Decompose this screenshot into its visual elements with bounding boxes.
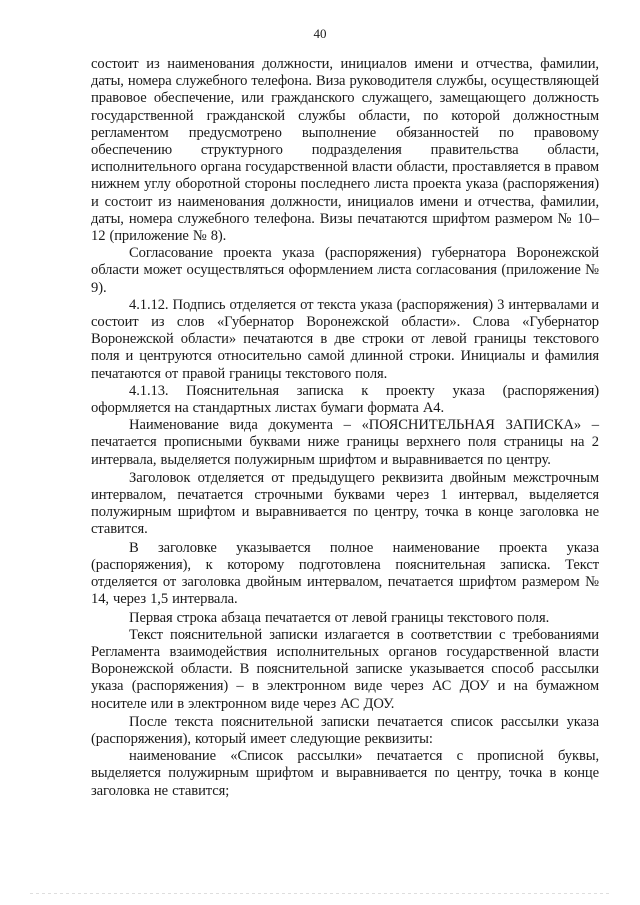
paragraph-heading-rules: Заголовок отделяется от предыдущего реквизита двойным межстрочным интервалом, печатается строчными буквами через 1 интервал, выделяется полужирным шрифтом и выравнивается по центру, точка в конце заголовка не ставится. — [91, 469, 599, 538]
paragraph-document-type-name: Наименование вида документа – «ПОЯСНИТЕЛЬНАЯ ЗАПИСКА» – печатается прописными буквами ниже границы верхнего поля страницы на 2 интервала, выделяется полужирным шрифтом и выравнивается по центру. — [91, 417, 599, 468]
paragraph-distribution-list: После текста пояснительной записки печатается список рассылки указа (распоряжения), который имеет следующие реквизиты: — [91, 713, 599, 747]
paragraph-heading-content: В заголовке указывается полное наименование проекта указа (распоряжения), к которому подготовлена пояснительная записка. Текст отделяется от заголовка двойным интервалом, печатается шрифтом размером № 14, через 1,5 интервала. — [91, 539, 599, 608]
paragraph-4-1-12-signature: 4.1.12. Подпись отделяется от текста указа (распоряжения) 3 интервалами и состоит из слов «Губернатор Воронежской области». Слова «Губернатор Воронежской области» печатаются в две строки от левой границы текстового поля и центруются относительно самой длинной строки. Инициалы и фамилия печатаются от правой границы текстового поля. — [91, 296, 599, 382]
document-body — [91, 56, 599, 800]
paragraph-first-line: Первая строка абзаца печатается от левой границы текстового поля. — [129, 609, 550, 626]
scan-edge-divider — [30, 893, 610, 894]
paragraph-visa-continuation: состоит из наименования должности, инициалов имени и отчества, фамилии, даты, номера служебного телефона. Виза руководителя службы, осуществляющей правовое обеспечение, или гражданского служащего, замещающего должность государственной гражданской службы области, по которой должностным регламентом предусмотрено выполнение обязанностей по правовому обеспечению структурного подразделения правительства области, исполнительного органа государственной власти области, проставляется в правом нижнем углу оборотной стороны последнего листа проекта указа (распоряжения) и состоит из наименования должности, инициалов имени и отчества, фамилии, даты, номера служебного телефона. Визы печатаются шрифтом размером № 10–12 (приложение № 8). — [91, 56, 599, 245]
paragraph-4-1-13-explanatory-note: 4.1.13. Пояснительная записка к проекту указа (распоряжения) оформляется на стандартных листах бумаги формата А4. — [91, 382, 599, 417]
paragraph-approval-sheet: Согласование проекта указа (распоряжения) губернатора Воронежской области может осуществляться оформлением листа согласования (приложение № 9). — [91, 245, 599, 296]
page-number: 40 — [313, 26, 327, 41]
paragraph-note-text: Текст пояснительной записки излагается в соответствии с требованиями Регламента взаимодействия исполнительных органов государственной власти Воронежской области. В пояснительной записке указывается способ рассылки указа (распоряжения) – в электронном виде через АС ДОУ и на бумажном носителе или в электронном виде через АС ДОУ. — [91, 626, 599, 712]
paragraph-distribution-title: наименование «Список рассылки» печатается с прописной буквы, выделяется полужирным шрифтом и выравнивается по центру, точка в конце заголовка не ставится; — [91, 748, 599, 799]
